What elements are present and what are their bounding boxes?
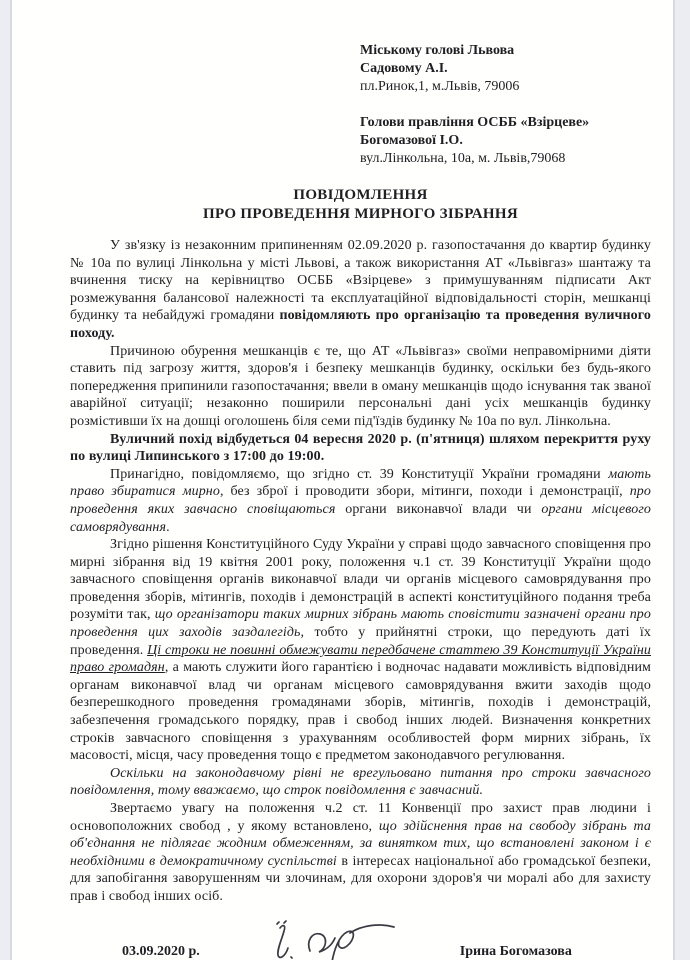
paragraph (70, 343, 651, 431)
text-run: , тобто у прийнятні строки, що передують даті їх проведення. (70, 625, 652, 658)
signature-row (70, 930, 651, 960)
text-run: органи місцевого самоврядування (70, 501, 652, 535)
address-line: Міському голові Львова (360, 43, 515, 58)
paragraph (70, 536, 651, 765)
document-page (10, 0, 675, 960)
paragraph (70, 765, 651, 800)
document-title (70, 186, 651, 224)
address-line: Садовому А.І. (360, 61, 448, 76)
text-run: мають право збиратися мирно (70, 466, 651, 500)
text-run: , а мають служити його гарантією і водночас надавати можливість відповідним органам виконавчої влад чи органам місцевого самоврядування вжити заходів щодо безперешкодного проведення громадянами зборів, мітингів, походів і демонстрацій, забезпечення громадського порядку, прав і свобод інших людей. Визначення конкретних строків завчасного сповіщення з урахуванням особливостей форм мирних зібрань, їх масовості, місця, часу проведення тощо є предметом законодавчого регулювання. (70, 660, 651, 764)
text-run: органи виконавчої влади чи (335, 501, 542, 517)
text-run: Ці строки не повинні обмежувати передбачене статтею 39 Конституції України право громадян (70, 642, 651, 676)
paragraph (70, 466, 651, 536)
address-line: пл.Ринок,1, м.Львів, 79006 (360, 79, 520, 94)
text-run: Причиною обурення мешканців є те, що АТ «Львівгаз» своїми неправомірними діяти ставить під загрозу життя, здоров'я і безпеку мешканців будинку, оскільки без будь-якого попередження припинили газопостачання; ввели в оману мешканців щодо існування так званої аварійної ситуації; незаконно поширили персональні дані усіх мешканців будинку розмістивши їх на дошці оголошень біля семи під'їздів будинку № 10а по вул. Лінкольна. (70, 343, 651, 429)
address-block (360, 114, 651, 168)
paragraph (70, 431, 651, 466)
address-line: вул.Лінкольна, 10а, м. Львів,79068 (360, 151, 566, 166)
title-line: ПРО ПРОВЕДЕННЯ МИРНОГО ЗІБРАННЯ (203, 206, 518, 222)
signature-name: Ірина Богомазова (459, 943, 572, 959)
address-block (360, 42, 651, 96)
text-run: Вуличний похід відбудеться 04 вересня 2020 р. (п'ятниця) шляхом перекриття руху по вулиці Липинського з 17:00 до 19:00. (70, 431, 651, 465)
text-run: У зв'язку із незаконним припиненням 02.09.2020 р. газопостачання до квартир будинку № 10а по вулиці Лінкольна у місті Львові, а також використання АТ «Львівгаз» шантажу та вчинення тиску на керівництво ОСББ «Взірцеве» з примушуванням підписати Акт розмежування балансової належності та експлуатаційної відповідальності сторін, мешканці будинку та небайдужі громадяни (70, 238, 651, 324)
text-run: , без зброї і проводити збори, мітинги, походи і демонстрації, (219, 484, 630, 500)
address-line: Богомазової І.О. (360, 133, 463, 148)
text-run: Згідно рішення Конституційного Суду України у справі щодо завчасного сповіщення про мирні зібрання від 19 квітня 2001 року, положення ч.1 ст. 39 Конституції України щодо завчасного сповіщення органів виконавчої влади чи органів місцевого самоврядування про проведення зборів, мітингів, походів і демонстрацій в аспекті конституційного подання треба розуміти так, (70, 537, 651, 623)
text-run: Звертаємо увагу на положення ч.2 ст. 11 Конвенції про захист прав людини і основоположних свобод , у якому встановлено, (70, 801, 651, 834)
handwritten-signature-icon (258, 918, 408, 960)
text-run: що організатори таких мирних зібрань мають сповістити зазначені органи про проведення цих заходів заздалегідь (70, 607, 651, 641)
text-run: що здійснення прав на свободу зібрань та об'єднання не підлягає жодним обмеженням, за винятком тих, що встановлені законом і є необхідними в демократичному суспільстві (70, 818, 651, 869)
text-run: . (166, 519, 170, 535)
text-run: Оскільки на законодавчому рівні не врегульовано питання про строки завчасного повідомлення, тому вважаємо, що строк повідомлення є завчасний. (70, 765, 651, 799)
paragraph (70, 237, 651, 343)
text-run: про проведення яких завчасно сповіщаються (70, 484, 651, 517)
address-blocks (360, 42, 651, 168)
signature-date: 03.09.2020 р. (122, 943, 200, 959)
paragraph (70, 800, 651, 906)
address-line: Голови правління ОСББ «Взірцеве» (360, 115, 590, 130)
text-run: повідомляють про організацію та проведення вуличного походу. (70, 308, 651, 341)
title-line: ПОВІДОМЛЕННЯ (293, 187, 428, 203)
text-run: Принагідно, повідомляємо, що згідно ст. 39 Конституції України громадяни (110, 466, 609, 482)
text-run: в інтересах національної або громадської безпеки, для запобігання заворушенням чи злочинам, для охорони здоров'я чи моралі або для захисту прав і свобод інших осіб. (70, 853, 651, 904)
document-body (70, 237, 651, 906)
